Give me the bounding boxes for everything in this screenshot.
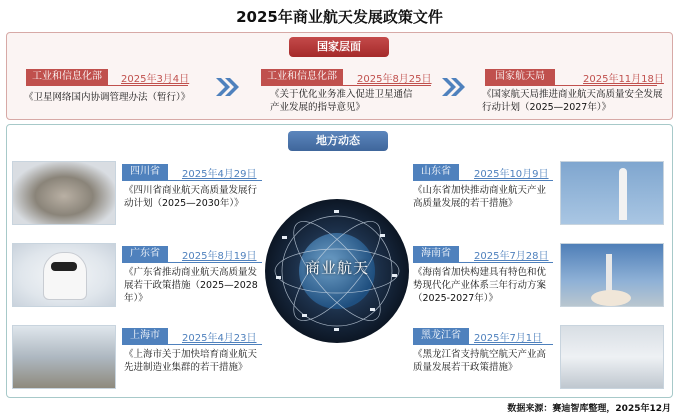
left-doc-1: 《四川省商业航天高质量发展行动计划（2025—2030年）》 — [124, 185, 258, 209]
divider — [413, 262, 553, 263]
national-org-1: 工业和信息化部 — [26, 69, 108, 85]
capsule-window — [51, 262, 77, 271]
national-doc-2: 《关于优化业务准入促进卫星通信产业发展的指导意见》 — [270, 89, 413, 113]
launch-tower — [606, 254, 612, 294]
launch-smoke — [591, 290, 631, 306]
left-date-1[interactable]: 2025年4月29日 — [182, 169, 257, 180]
divider — [413, 180, 553, 181]
national-date-1[interactable]: 2025年3月4日 — [121, 74, 190, 85]
capsule-photo — [12, 243, 116, 307]
divider — [261, 85, 431, 86]
left-region-2: 广东省 — [122, 246, 168, 262]
right-date-1[interactable]: 2025年10月9日 — [474, 169, 549, 180]
national-org-3: 国家航天局 — [485, 69, 555, 85]
right-doc-2: 《海南省加快构建具有特色和优势现代化产业体系三年行动方案（2025-2027年）》 — [413, 267, 547, 304]
right-region-3: 黑龙江省 — [413, 328, 469, 344]
right-region-1: 山东省 — [413, 164, 459, 180]
left-date-2[interactable]: 2025年8月19日 — [182, 251, 257, 262]
center-label: 商业航天 — [304, 259, 369, 277]
left-doc-2: 《广东省推动商业航天高质量发展若干政策措施（2025—2028年）》 — [124, 267, 258, 304]
divider — [485, 85, 657, 86]
left-region-3: 上海市 — [122, 328, 168, 344]
left-region-1: 四川省 — [122, 164, 168, 180]
divider — [26, 85, 188, 86]
right-doc-1: 《山东省加快推动商业航天产业高质量发展的若干措施》 — [413, 185, 547, 209]
divider — [122, 344, 262, 345]
divider — [122, 262, 262, 263]
left-date-3[interactable]: 2025年4月23日 — [182, 333, 257, 344]
right-region-2: 海南省 — [413, 246, 459, 262]
national-org-2: 工业和信息化部 — [261, 69, 343, 85]
page-title: 2025年商业航天发展政策文件 — [236, 8, 443, 26]
national-doc-3: 《国家航天局推进商业航天高质量安全发展行动计划（2025—2027年）》 — [482, 89, 663, 113]
data-source: 数据来源：赛迪智库整理，2025年12月 — [507, 404, 671, 414]
divider — [122, 180, 262, 181]
rocket-shape — [619, 168, 627, 220]
national-date-3[interactable]: 2025年11月18日 — [583, 74, 664, 85]
factory-photo — [12, 325, 116, 389]
national-doc-1: 《卫星网络国内协调管理办法（暂行）》 — [24, 92, 191, 103]
arrow-right-icon — [440, 76, 466, 98]
right-doc-3: 《黑龙江省支持航空航天产业高质量发展若干政策措施》 — [413, 349, 547, 373]
arrow-right-icon — [214, 76, 240, 98]
satellite-photo — [12, 161, 116, 225]
left-doc-3: 《上海市关于加快培育商业航天先进制造业集群的若干措施》 — [124, 349, 258, 373]
assembly-hall-photo — [560, 325, 664, 389]
national-header: 国家层面 — [289, 37, 389, 57]
launch-photo — [560, 243, 664, 307]
capsule-shape — [43, 252, 87, 300]
divider — [413, 344, 553, 345]
local-header: 地方动态 — [288, 131, 388, 151]
right-date-3[interactable]: 2025年7月1日 — [474, 333, 543, 344]
national-date-2[interactable]: 2025年8月25日 — [357, 74, 432, 85]
right-date-2[interactable]: 2025年7月28日 — [474, 251, 549, 262]
rocket-photo — [560, 161, 664, 225]
